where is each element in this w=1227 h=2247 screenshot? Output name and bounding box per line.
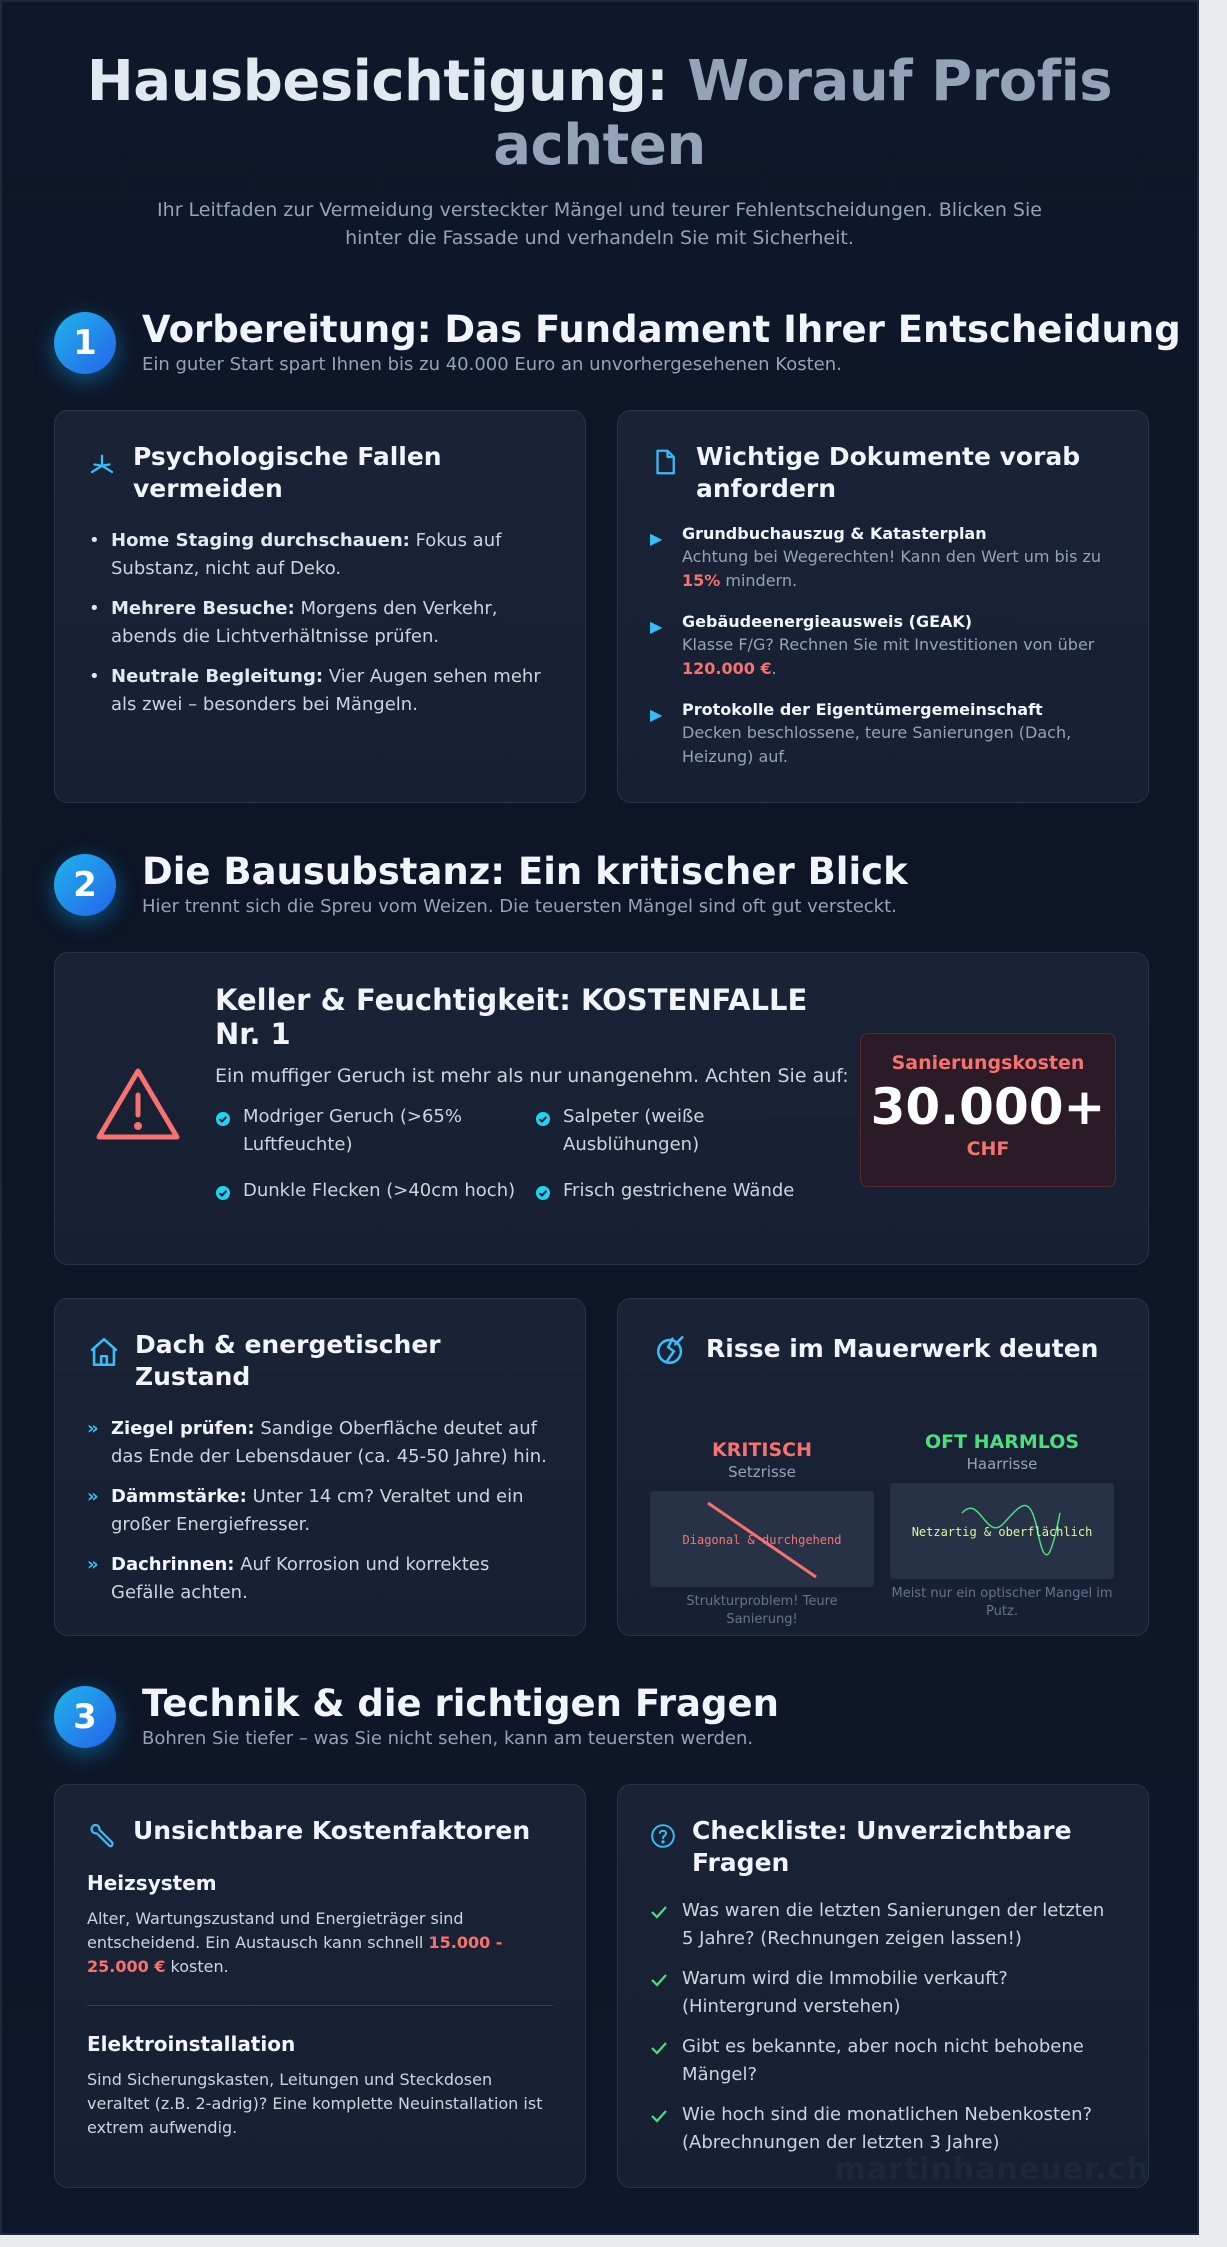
section-title: Vorbereitung: Das Fundament Ihrer Entscheidung bbox=[142, 308, 1181, 351]
card-title: Psychologische Fallen vermeiden bbox=[133, 442, 442, 503]
check-circle-icon bbox=[215, 1111, 231, 1127]
header bbox=[2, 2, 1197, 252]
title-accent: Worauf Profis achten bbox=[493, 49, 1113, 178]
divider bbox=[87, 2005, 553, 2006]
check-circle-icon bbox=[215, 1185, 231, 1201]
crack-critical bbox=[650, 1439, 874, 1629]
crack-visual: Netzartig & oberflächlich bbox=[890, 1483, 1114, 1579]
fragen-card bbox=[617, 1784, 1149, 2188]
keller-title: Keller & Feuchtigkeit: KOSTENFALLE Nr. 1 bbox=[215, 983, 808, 1051]
check-item: Frisch gestrichene Wände bbox=[535, 1177, 825, 1205]
cost-box bbox=[860, 1033, 1116, 1187]
docs-card bbox=[617, 410, 1149, 803]
card-title: Risse im Mauerwerk deuten bbox=[706, 1334, 1099, 1363]
card-title: Unsichtbare Kostenfaktoren bbox=[133, 1816, 531, 1845]
list-item: Gibt es bekannte, aber noch nicht behobene Mängel? bbox=[650, 2033, 1116, 2089]
crack-sub: Setzrisse bbox=[728, 1463, 796, 1481]
crack-icon bbox=[654, 1333, 688, 1367]
doc-item: ▶ Grundbuchauszug & Katasterplan Achtung bei Wegerechten! Kann den Wert um bis zu 15% mindern. bbox=[650, 523, 1116, 593]
cost-value: 30.000+ bbox=[870, 1078, 1106, 1136]
psych-card bbox=[54, 410, 586, 803]
section-number: 2 bbox=[54, 854, 116, 916]
check-icon bbox=[650, 1905, 668, 1919]
section-1-header bbox=[54, 308, 1181, 375]
crack-label: OFT HARMLOS bbox=[924, 1431, 1080, 1453]
section-subtitle: Ein guter Start spart Ihnen bis zu 40.000 Euro an unvorhergesehenen Kosten. bbox=[142, 354, 842, 375]
heiz-title: Heizsystem bbox=[87, 1871, 217, 1895]
risse-card bbox=[617, 1298, 1149, 1636]
elek-title: Elektroinstallation bbox=[87, 2032, 296, 2056]
check-icon bbox=[650, 2109, 668, 2123]
list-item: Warum wird die Immobilie verkauft? (Hintergrund verstehen) bbox=[650, 1965, 1116, 2021]
card-title: Dach & energetischer Zustand bbox=[135, 1330, 441, 1391]
list-item: Was waren die letzten Sanierungen der letzten 5 Jahre? (Rechnungen zeigen lassen!) bbox=[650, 1897, 1116, 1953]
heiz-text: Alter, Wartungszustand und Energieträger sind entscheidend. Ein Austausch kann schnell 15.000 - 25.000 € kosten. bbox=[87, 1909, 503, 1976]
wrench-icon bbox=[87, 1821, 117, 1851]
crack-label: KRITISCH bbox=[712, 1439, 812, 1461]
play-arrow-icon: ▶ bbox=[650, 617, 663, 636]
check-icon bbox=[650, 1973, 668, 1987]
keller-checklist bbox=[215, 1103, 855, 1205]
list-item: • Home Staging durchschauen: Fokus auf Substanz, nicht auf Deko. bbox=[87, 527, 553, 583]
dach-card bbox=[54, 1298, 586, 1636]
home-icon bbox=[87, 1335, 121, 1369]
crack-harmless bbox=[890, 1431, 1114, 1621]
page-subtitle: Ihr Leitfaden zur Vermeidung versteckter Mängel und teurer Fehlentscheidungen. Blicken Sie hinter die Fassade und verhandeln Sie mit Sicherheit. bbox=[157, 199, 1042, 249]
check-item: Dunkle Flecken (>40cm hoch) bbox=[215, 1177, 535, 1205]
play-arrow-icon: ▶ bbox=[650, 705, 663, 724]
warning-icon bbox=[93, 1065, 183, 1145]
page-title bbox=[62, 50, 1137, 178]
crack-sub: Haarrisse bbox=[966, 1455, 1038, 1473]
section-title: Technik & die richtigen Fragen bbox=[142, 1682, 779, 1725]
document-icon bbox=[650, 447, 680, 477]
list-item: » Dämmstärke: Unter 14 cm? Veraltet und ein großer Energiefresser. bbox=[87, 1483, 553, 1539]
list-item: » Dachrinnen: Auf Korrosion und korrektes Gefälle achten. bbox=[87, 1551, 553, 1607]
card-title: Wichtige Dokumente vorab anfordern bbox=[696, 442, 1081, 503]
fragen-list bbox=[650, 1897, 1116, 2157]
cost-unit: CHF bbox=[966, 1138, 1010, 1160]
check-circle-icon bbox=[535, 1111, 551, 1127]
section-number: 3 bbox=[54, 1686, 116, 1748]
crack-visual: Diagonal & durchgehend bbox=[650, 1491, 874, 1587]
cost-label: Sanierungskosten bbox=[891, 1052, 1085, 1074]
doc-item: ▶ Protokolle der Eigentümergemeinschaft Decken beschlossene, teure Sanierungen (Dach, Heizung) auf. bbox=[650, 699, 1116, 769]
section-subtitle: Hier trennt sich die Spreu vom Weizen. Die teuersten Mängel sind oft gut versteckt. bbox=[142, 896, 897, 917]
list-item: • Neutrale Begleitung: Vier Augen sehen mehr als zwei – besonders bei Mängeln. bbox=[87, 663, 553, 719]
section-2-header bbox=[54, 850, 908, 917]
list-item: Wie hoch sind die monatlichen Nebenkosten? (Abrechnungen der letzten 3 Jahre) bbox=[650, 2101, 1116, 2157]
play-arrow-icon: ▶ bbox=[650, 529, 663, 548]
card-title: Checkliste: Unverzichtbare Fragen bbox=[692, 1816, 1072, 1877]
check-item: Modriger Geruch (>65% Luftfeuchte) bbox=[215, 1103, 535, 1159]
title-main: Hausbesichtigung: bbox=[86, 49, 688, 114]
elek-text: Sind Sicherungskasten, Leitungen und Steckdosen veraltet (z.B. 2-adrig)? Eine komplette Neuinstallation ist extrem aufwendig. bbox=[87, 2070, 543, 2137]
psych-list bbox=[87, 527, 553, 719]
keller-card bbox=[54, 952, 1149, 1265]
section-title: Die Bausubstanz: Ein kritischer Blick bbox=[142, 850, 908, 893]
crack-note: Strukturproblem! Teure Sanierung! bbox=[686, 1594, 838, 1627]
check-icon bbox=[650, 2041, 668, 2055]
kosten-card bbox=[54, 1784, 586, 2188]
section-number: 1 bbox=[54, 312, 116, 374]
keller-intro: Ein muffiger Geruch ist mehr als nur unangenehm. Achten Sie auf: bbox=[215, 1065, 849, 1087]
dach-list bbox=[87, 1415, 553, 1607]
doc-item: ▶ Gebäudeenergieausweis (GEAK) Klasse F/G? Rechnen Sie mit Investitionen von über 120.000 €. bbox=[650, 611, 1116, 681]
question-icon bbox=[650, 1823, 676, 1849]
section-subtitle: Bohren Sie tiefer – was Sie nicht sehen, kann am teuersten werden. bbox=[142, 1728, 754, 1749]
check-item: Salpeter (weiße Ausblühungen) bbox=[535, 1103, 825, 1159]
section-3-header bbox=[54, 1682, 779, 1749]
list-item: • Mehrere Besuche: Morgens den Verkehr, abends die Lichtverhältnisse prüfen. bbox=[87, 595, 553, 651]
crack-note: Meist nur ein optischer Mangel im Putz. bbox=[891, 1586, 1113, 1619]
list-item: » Ziegel prüfen: Sandige Oberfläche deutet auf das Ende der Lebensdauer (ca. 45-50 Jahre) hin. bbox=[87, 1415, 553, 1471]
check-circle-icon bbox=[535, 1185, 551, 1201]
user-icon bbox=[87, 447, 117, 477]
watermark: martinhaneuer.ch bbox=[834, 2152, 1149, 2187]
